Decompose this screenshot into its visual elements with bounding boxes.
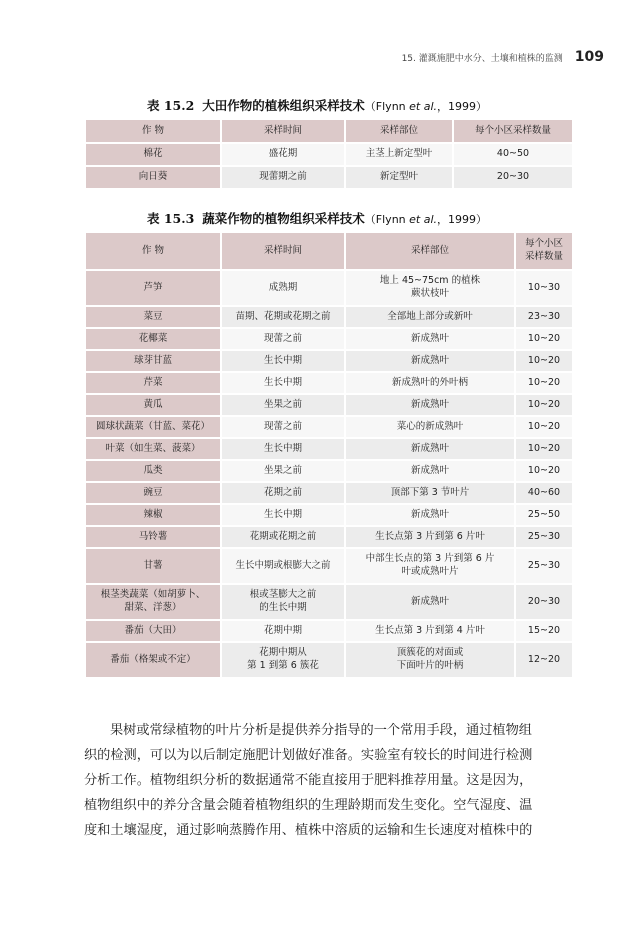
table2-cell-part: 地上 45~75cm 的植株 蕨状枝叶	[345, 270, 515, 306]
table2-cell-part: 顶簇花的对面或 下面叶片的叶柄	[345, 642, 515, 678]
table2-cell-time: 现蕾之前	[221, 416, 345, 438]
table2-cell-time: 花期中期	[221, 620, 345, 642]
table2-cell-crop: 叶菜（如生菜、菠菜）	[85, 438, 221, 460]
table2-cell-time: 坐果之前	[221, 394, 345, 416]
table1-cell-count: 20~30	[453, 166, 573, 189]
body-line: 织的检测，可以为以后制定施肥计划做好准备。实验室有较长的时间进行检测	[84, 748, 533, 763]
running-head-text: 15. 灌溉施肥中水分、土壤和植株的监测	[401, 54, 563, 64]
table2-header-crop: 作 物	[85, 232, 221, 270]
table2-cell-crop: 圆球状蔬菜（甘蓝、菜花）	[85, 416, 221, 438]
table2-cell-part: 中部生长点的第 3 片到第 6 片 叶或成熟叶片	[345, 548, 515, 584]
table2-cell-time: 成熟期	[221, 270, 345, 306]
table2-cell-count: 10~20	[515, 460, 573, 482]
table-row	[85, 504, 573, 526]
table2-source: （Flynn et al.，1999）	[364, 213, 488, 226]
table1-header-part: 采样部位	[345, 119, 453, 143]
table1-number: 表 15.2	[146, 98, 195, 113]
table2-cell-time: 生长中期	[221, 350, 345, 372]
table2-cell-crop: 番茄（格架或不定）	[85, 642, 221, 678]
table2-cell-crop: 豌豆	[85, 482, 221, 504]
table2-cell-crop: 辣椒	[85, 504, 221, 526]
table-row	[85, 394, 573, 416]
table2-title: 蔬菜作物的植物组织采样技术	[202, 211, 365, 226]
table1-header-time: 采样时间	[221, 119, 345, 143]
body-line: 分析工作。植物组织分析的数据通常不能直接用于肥料推荐用量。这是因为，	[84, 773, 533, 788]
table2-header-part: 采样部位	[345, 232, 515, 270]
table2-cell-count: 10~20	[515, 372, 573, 394]
table2-cell-count: 10~20	[515, 328, 573, 350]
table2-cell-count: 40~60	[515, 482, 573, 504]
table2	[84, 231, 574, 679]
table2-cell-count: 25~30	[515, 526, 573, 548]
table2-cell-count: 12~20	[515, 642, 573, 678]
table2-header-row	[85, 232, 573, 270]
table-row	[85, 143, 573, 166]
table2-cell-time: 生长中期	[221, 438, 345, 460]
table2-cell-part: 新成熟叶	[345, 504, 515, 526]
table2-cell-part: 新成熟叶	[345, 350, 515, 372]
table2-cell-time: 根或茎膨大之前 的生长中期	[221, 584, 345, 620]
table2-cell-crop: 花椰菜	[85, 328, 221, 350]
table1-cell-time: 盛花期	[221, 143, 345, 166]
body-line: 度和土壤湿度，通过影响蒸腾作用、植株中溶质的运输和生长速度对植株中的	[84, 823, 533, 838]
table2-cell-part: 新成熟叶	[345, 438, 515, 460]
table2-cell-count: 20~30	[515, 584, 573, 620]
table2-cell-crop: 根茎类蔬菜（如胡萝卜、 甜菜、洋葱）	[85, 584, 221, 620]
table2-cell-part: 新成熟叶	[345, 460, 515, 482]
table2-cell-count: 10~30	[515, 270, 573, 306]
table-row	[85, 438, 573, 460]
table2-cell-time: 坐果之前	[221, 460, 345, 482]
table2-cell-part: 新成熟叶	[345, 394, 515, 416]
table2-cell-time: 现蕾之前	[221, 328, 345, 350]
body-line: 植物组织中的养分含量会随着植物组织的生理龄期而发生变化。空气湿度、温	[84, 798, 533, 813]
table2-cell-count: 10~20	[515, 350, 573, 372]
table2-cell-time: 苗期、花期或花期之前	[221, 306, 345, 328]
table-row	[85, 350, 573, 372]
table1-header-crop: 作 物	[85, 119, 221, 143]
table-row	[85, 328, 573, 350]
table1-header-row	[85, 119, 573, 143]
table1-cell-crop: 向日葵	[85, 166, 221, 189]
table2-cell-time: 花期中期从 第 1 到第 6 簇花	[221, 642, 345, 678]
table2-cell-part: 顶部下第 3 节叶片	[345, 482, 515, 504]
table-row	[85, 482, 573, 504]
table2-cell-count: 10~20	[515, 394, 573, 416]
table-row	[85, 306, 573, 328]
table-row	[85, 548, 573, 584]
table-row	[85, 526, 573, 548]
table2-cell-crop: 马铃薯	[85, 526, 221, 548]
table1-cell-time: 现蕾期之前	[221, 166, 345, 189]
table1-source: （Flynn et al.，1999）	[364, 100, 488, 113]
table2-header-time: 采样时间	[221, 232, 345, 270]
table2-cell-time: 生长中期	[221, 504, 345, 526]
table2-cell-crop: 甘薯	[85, 548, 221, 584]
table1-cell-count: 40~50	[453, 143, 573, 166]
table1-header-count: 每个小区采样数量	[453, 119, 573, 143]
table2-cell-part: 新成熟叶	[345, 328, 515, 350]
table-row	[85, 584, 573, 620]
table-row	[85, 642, 573, 678]
running-head	[30, 49, 604, 65]
table2-cell-crop: 芹菜	[85, 372, 221, 394]
table1	[84, 118, 574, 190]
table2-cell-count: 15~20	[515, 620, 573, 642]
table2-header-count: 每个小区 采样数量	[515, 232, 573, 270]
table-row	[85, 416, 573, 438]
page-number: 109	[574, 49, 604, 65]
table2-caption	[0, 209, 634, 227]
body-paragraph	[84, 718, 584, 843]
table2-cell-crop: 菜豆	[85, 306, 221, 328]
table-row	[85, 460, 573, 482]
table2-cell-part: 新成熟叶的外叶柄	[345, 372, 515, 394]
table-row	[85, 620, 573, 642]
table2-cell-count: 10~20	[515, 438, 573, 460]
table2-cell-crop: 球芽甘蓝	[85, 350, 221, 372]
table2-cell-crop: 瓜类	[85, 460, 221, 482]
table-row	[85, 270, 573, 306]
table2-cell-time: 生长中期或根膨大之前	[221, 548, 345, 584]
table2-cell-count: 10~20	[515, 416, 573, 438]
table-row	[85, 372, 573, 394]
table1-caption	[0, 96, 634, 114]
table2-number: 表 15.3	[146, 211, 195, 226]
table1-cell-part: 新定型叶	[345, 166, 453, 189]
table2-cell-count: 25~30	[515, 548, 573, 584]
table2-cell-crop: 黄瓜	[85, 394, 221, 416]
table2-cell-crop: 芦笋	[85, 270, 221, 306]
table2-cell-part: 菜心的新成熟叶	[345, 416, 515, 438]
table2-cell-part: 生长点第 3 片到第 4 片叶	[345, 620, 515, 642]
table2-cell-count: 23~30	[515, 306, 573, 328]
table-row	[85, 166, 573, 189]
table2-cell-time: 花期之前	[221, 482, 345, 504]
table2-cell-part: 新成熟叶	[345, 584, 515, 620]
table2-cell-part: 全部地上部分或新叶	[345, 306, 515, 328]
table2-cell-time: 生长中期	[221, 372, 345, 394]
table1-cell-crop: 棉花	[85, 143, 221, 166]
table2-cell-part: 生长点第 3 片到第 6 片叶	[345, 526, 515, 548]
table1-title: 大田作物的植株组织采样技术	[202, 98, 365, 113]
body-line: 果树或常绿植物的叶片分析是提供养分指导的一个常用手段，通过植物组	[110, 723, 532, 738]
table2-cell-count: 25~50	[515, 504, 573, 526]
table2-cell-crop: 番茄（大田）	[85, 620, 221, 642]
table2-cell-time: 花期或花期之前	[221, 526, 345, 548]
table1-cell-part: 主茎上新定型叶	[345, 143, 453, 166]
